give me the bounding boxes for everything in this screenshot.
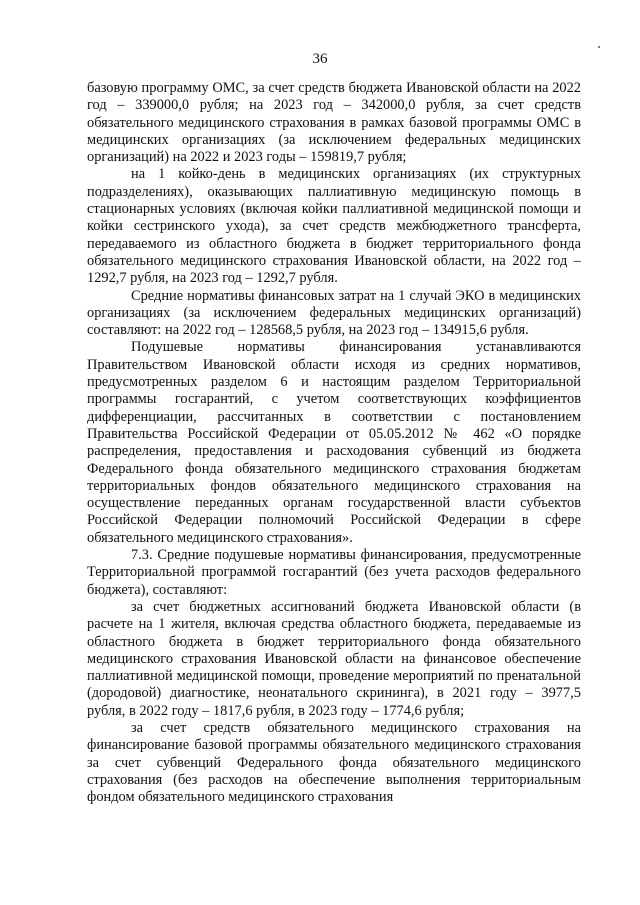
scan-speck [598,46,600,48]
paragraph-budget-allocations: за счет бюджетных ассигнований бюджета Ивановской области (в расчете на 1 жителя, включая средства областного бюджета, передаваемые из областного бюджета в бюджет территориального фонда обязательного медицинского страхования Ивановской области на финансовое обеспечение паллиативной медицинской помощи, проведение мероприятий по пренатальной (дородовой) диагностике, неонатального скрининга), в 2021 году – 3977,5 рубля, в 2022 году – 1817,6 рубля, в 2023 году – 1774,6 рубля; [87,598,581,719]
paragraph-oms-funding: за счет средств обязательного медицинского страхования на финансирование базовой программы обязательного медицинского страхования за счет субвенций Федерального фонда обязательного медицинского страхования (без расходов на обеспечение выполнения территориальным фондом обязательного медицинского страхования [87,719,581,806]
page-number: 36 [312,51,328,67]
paragraph-continuation: базовую программу ОМС, за счет средств бюджета Ивановской области на 2022 год – 339000,0 рубля; на 2023 год – 342000,0 рубля, за счет средств обязательного медицинского страхования в рамках базовой программы ОМС в медицинских организациях (за исключением федеральных медицинских организаций) на 2022 и 2023 годы – 159819,7 рубля; [87,80,581,166]
paragraph-section-7-3: 7.3. Средние подушевые нормативы финансирования, предусмотренные Территориальной программой госгарантий (без учета расходов федерального бюджета), составляют: [87,547,581,598]
paragraph-per-capita-norms: Подушевые нормативы финансирования устанавливаются Правительством Ивановской области исходя из средних нормативов, предусмотренных разделом 6 и настоящим разделом Территориальной программы госгарантий, с учетом соответствующих коэффициентов дифференциации, рассчитанных в соответствии с постановлением Правительства Российской Федерации от 05.05.2012 № 462 «О порядке распределения, предоставления и расходования субвенций из бюджета Федерального фонда обязательного медицинского страхования бюджетам территориальных фондов обязательного медицинского страхования на осуществление переданных органам государственной власти субъектов Российской Федерации полномочий Российской Федерации в сфере обязательного медицинского страхования». [87,339,581,546]
paragraph-bed-day-norm: на 1 койко-день в медицинских организациях (их структурных подразделениях), оказывающих паллиативную медицинскую помощь в стационарных условиях (включая койки паллиативной медицинской помощи и койки сестринского ухода), за счет средств межбюджетного трансферта, передаваемого из областного бюджета в бюджет территориального фонда обязательного медицинского страхования Ивановской области, на 2022 год – 1292,7 рубля, на 2023 год – 1292,7 рубля. [87,166,581,287]
document-body [87,80,581,806]
paragraph-eco-norm: Средние нормативы финансовых затрат на 1 случай ЭКО в медицинских организациях (за исключением федеральных медицинских организаций) составляют: на 2022 год – 128568,5 рубля, на 2023 год – 134915,6 рубля. [87,287,581,339]
